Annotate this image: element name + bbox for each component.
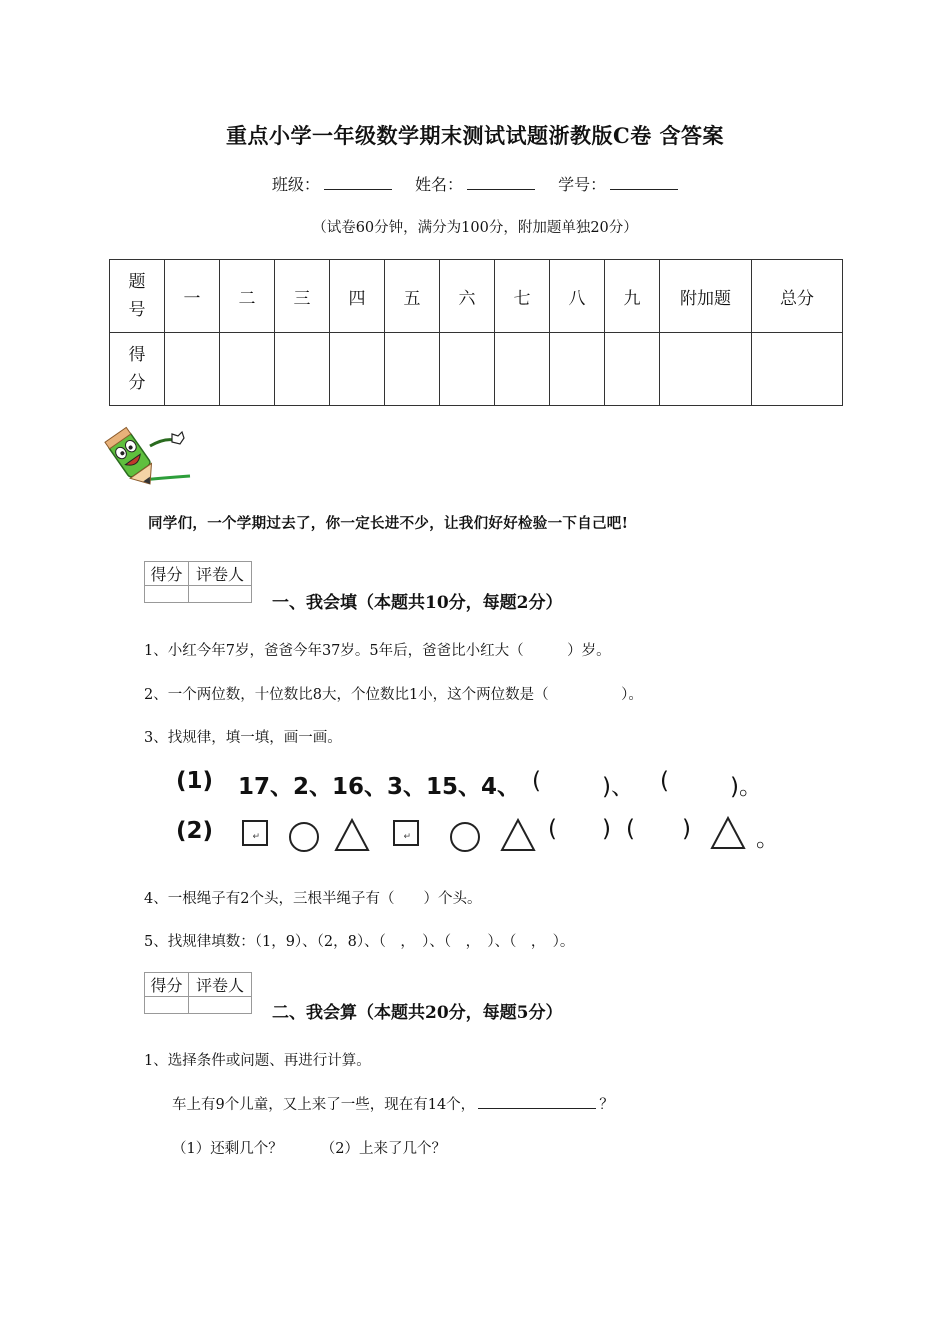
grader-score-cell[interactable] [145,997,189,1014]
score-table-score-row [110,333,843,406]
score-cell[interactable] [605,333,660,406]
score-table-header-row [110,260,843,333]
triangle-shape [334,818,370,852]
grader-reviewer-label: 评卷人 [188,562,251,586]
grader-reviewer-label: 评卷人 [188,973,251,997]
question-1-2: 2、一个两位数，十位数比8大，个位数比1小，这个两位数是（ ）。 [144,687,643,703]
pattern-1-label: (1) [176,768,214,794]
question-number-header: 题 号 [110,260,165,333]
score-cell[interactable] [220,333,275,406]
triangle-shape [710,816,746,850]
option-2: （2）上来了几个？ [320,1141,446,1157]
score-cell[interactable] [440,333,495,406]
circle-shape [450,822,480,852]
pattern-row-1 [176,768,776,802]
score-cell[interactable] [495,333,550,406]
class-label: 班级： [271,175,320,194]
pattern-2-end: 。 [756,826,779,852]
page-title: 重点小学一年级数学期末测试试题浙教版C卷 含答案 [225,123,725,148]
column-header: 七 [495,260,550,333]
question-1-1: 1、小红今年7岁，爸爸今年37岁。5年后，爸爸比小红大（ ）岁。 [144,643,611,659]
name-label: 姓名： [414,175,463,194]
triangle-shape [500,818,536,852]
class-blank[interactable] [324,175,392,190]
grader-score-label: 得分 [145,562,189,586]
pattern-2-blank2-close: ) [682,816,691,842]
column-header: 总分 [752,260,843,333]
column-header: 九 [605,260,660,333]
score-header: 得 分 [110,333,165,406]
id-label: 学号： [558,175,607,194]
pattern-1-blank-open[interactable]: ( [532,768,541,794]
question-2-1-text-a: 车上有9个儿童，又上来了一些，现在有14个， [172,1097,476,1113]
student-info-line [0,172,950,195]
exam-note: （试卷60分钟，满分为100分，附加题单独20分） [312,220,638,236]
pattern-row-2 [176,816,779,858]
pattern-2-blank1-close: ) [602,816,611,842]
square-shape: ↵ [393,820,419,846]
option-1: （1）还剩几个？ [172,1141,283,1157]
question-1-4: 4、一根绳子有2个头，三根半绳子有（ ）个头。 [144,891,482,907]
column-header: 八 [550,260,605,333]
name-blank[interactable] [467,175,535,190]
pattern-2-label: (2) [176,818,214,844]
question-2-1-blank[interactable] [478,1096,596,1109]
section2-title: 二、我会算（本题共20分，每题5分） [272,1003,563,1023]
question-2-1-text-b: ？ [599,1097,614,1113]
score-cell[interactable] [165,333,220,406]
section1-title: 一、我会填（本题共10分，每题2分） [272,593,563,613]
pattern-2-blank1-open[interactable]: ( [548,816,557,842]
grader-box [144,972,252,1014]
pencil-mascot-icon [102,420,194,492]
column-header: 六 [440,260,495,333]
question-2-1: 1、选择条件或问题、再进行计算。 [144,1053,371,1069]
id-blank[interactable] [610,175,678,190]
column-header: 二 [220,260,275,333]
pattern-1-blank2-open[interactable]: ( [660,768,669,794]
question-1-5: 5、找规律填数：（1，9）、（2，8）、（ ， ）、（ ， ）、（ ， ）。 [144,934,575,950]
square-shape: ↵ [242,820,268,846]
grader-reviewer-cell[interactable] [188,997,251,1014]
grader-box [144,561,252,603]
column-header: 四 [330,260,385,333]
intro-text: 同学们，一个学期过去了，你一定长进不少，让我们好好检验一下自己吧! [148,515,629,532]
score-cell[interactable] [752,333,843,406]
question-2-1-options [172,1137,446,1158]
score-cell[interactable] [660,333,752,406]
grader-score-cell[interactable] [145,586,189,603]
column-header: 一 [165,260,220,333]
score-cell[interactable] [550,333,605,406]
column-header: 五 [385,260,440,333]
pattern-1-sequence: 17、2、16、3、15、4、 [238,774,521,800]
pattern-2-blank2-open[interactable]: ( [626,816,635,842]
pattern-1-blank2-close: )。 [730,774,762,800]
question-2-1-text [172,1093,614,1114]
grader-score-label: 得分 [145,973,189,997]
question-1-3: 3、找规律，填一填，画一画。 [144,730,342,746]
score-cell[interactable] [330,333,385,406]
column-header: 附加题 [660,260,752,333]
score-cell[interactable] [275,333,330,406]
score-cell[interactable] [385,333,440,406]
circle-shape [289,822,319,852]
grader-reviewer-cell[interactable] [188,586,251,603]
score-table [109,259,843,406]
column-header: 三 [275,260,330,333]
pattern-1-blank-close: )、 [602,774,634,800]
